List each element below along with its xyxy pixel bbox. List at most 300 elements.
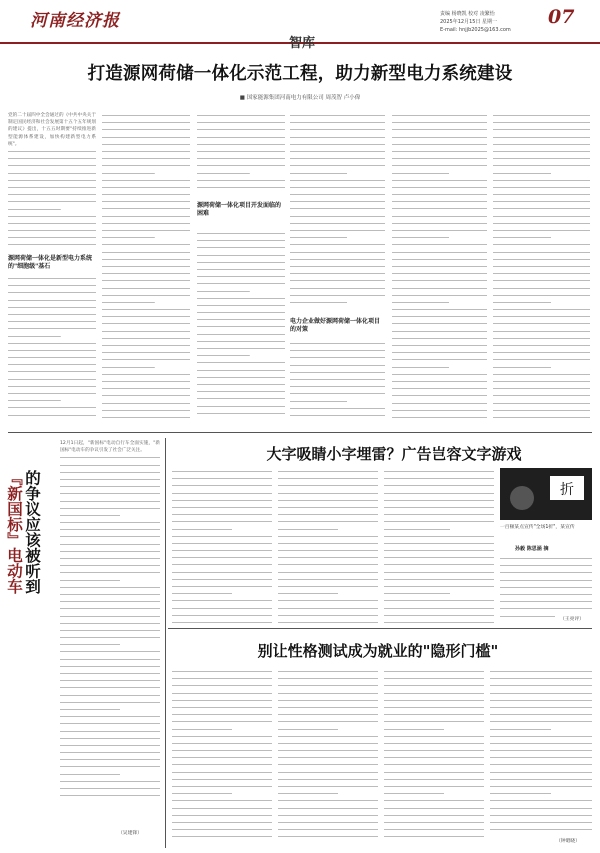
text-line-placeholder (500, 569, 592, 576)
text-line-placeholder (384, 490, 494, 497)
text-line-placeholder (172, 747, 272, 754)
text-line-placeholder (172, 819, 272, 826)
text-line-placeholder (278, 619, 378, 626)
text-line-placeholder (384, 718, 484, 725)
text-line-placeholder (384, 697, 484, 704)
text-line-placeholder (278, 561, 378, 568)
text-line-placeholder (278, 583, 378, 590)
text-line-placeholder (8, 241, 96, 248)
text-line-placeholder (392, 148, 487, 155)
text-line-placeholder (60, 577, 160, 584)
text-line-placeholder (384, 511, 494, 518)
text-line-placeholder (493, 205, 590, 212)
text-line-placeholder (8, 162, 96, 169)
text-line-placeholder (290, 184, 385, 191)
text-line-placeholder (102, 205, 190, 212)
text-line-placeholder (60, 763, 160, 770)
article2-author: 孙毅 陈思涵 摘 (515, 546, 549, 552)
text-line-placeholder (8, 289, 96, 296)
text-line-placeholder (8, 404, 96, 411)
text-line-placeholder (278, 754, 378, 761)
text-line-placeholder (60, 598, 160, 605)
text-line-placeholder (102, 141, 190, 148)
text-line-placeholder (290, 340, 385, 347)
text-line-placeholder (102, 313, 190, 320)
text-line-placeholder (197, 323, 285, 330)
text-line-placeholder (500, 591, 592, 598)
text-line-placeholder (172, 590, 272, 597)
text-line-placeholder (102, 414, 190, 421)
text-line-placeholder (384, 790, 484, 797)
text-line-placeholder (290, 119, 385, 126)
text-line-placeholder (60, 533, 160, 540)
text-line-placeholder (278, 605, 378, 612)
article1-col-6 (493, 112, 590, 422)
text-line-placeholder (493, 162, 590, 169)
text-line-placeholder (384, 612, 494, 619)
text-line-placeholder (172, 668, 272, 675)
text-line-placeholder (8, 191, 96, 198)
text-line-placeholder (197, 148, 285, 155)
text-line-placeholder (278, 783, 378, 790)
text-line-placeholder (384, 726, 484, 733)
text-line-placeholder (490, 776, 592, 783)
article3-headline: 别让性格测试成为就业的"隐形门槛" (257, 642, 499, 660)
text-line-placeholder (60, 555, 160, 562)
text-line-placeholder (60, 713, 160, 720)
text-line-placeholder (392, 313, 487, 320)
text-line-placeholder (102, 220, 190, 227)
text-line-placeholder (172, 776, 272, 783)
text-line-placeholder (60, 742, 160, 749)
text-line-placeholder (278, 733, 378, 740)
text-line-placeholder (8, 155, 96, 162)
text-line-placeholder (102, 371, 190, 378)
article2-sign: （王亮评） (560, 617, 584, 622)
text-line-placeholder (172, 547, 272, 554)
text-line-placeholder (490, 690, 592, 697)
text-line-placeholder (384, 518, 494, 525)
text-line-placeholder (172, 497, 272, 504)
text-line-placeholder (392, 155, 487, 162)
text-line-placeholder (392, 241, 487, 248)
text-line-placeholder (278, 518, 378, 525)
text-line-placeholder (102, 126, 190, 133)
text-line-placeholder (384, 769, 484, 776)
text-line-placeholder (490, 668, 592, 675)
text-line-placeholder (392, 177, 487, 184)
text-line-placeholder (278, 812, 378, 819)
text-line-placeholder (8, 198, 96, 205)
text-line-placeholder (8, 206, 96, 213)
article3-col-1 (172, 668, 272, 846)
text-line-placeholder (278, 597, 378, 604)
text-line-placeholder (384, 668, 484, 675)
text-line-placeholder (60, 634, 160, 641)
text-line-placeholder (102, 320, 190, 327)
text-line-placeholder (102, 356, 190, 363)
text-line-placeholder (172, 769, 272, 776)
text-line-placeholder (278, 776, 378, 783)
text-line-placeholder (384, 690, 484, 697)
text-line-placeholder (172, 797, 272, 804)
article2-headline: 大字吸睛小字埋雷？广告岂容文字游戏 (266, 445, 522, 463)
text-line-placeholder (278, 690, 378, 697)
text-line-placeholder (102, 385, 190, 392)
text-line-placeholder (384, 805, 484, 812)
text-line-placeholder (8, 227, 96, 234)
text-line-placeholder (278, 718, 378, 725)
text-line-placeholder (172, 790, 272, 797)
text-line-placeholder (172, 718, 272, 725)
date-line: 2025年12月15日 星期一 (440, 19, 498, 25)
article1-col-1b (8, 275, 96, 425)
text-line-placeholder (278, 540, 378, 547)
text-line-placeholder (102, 162, 190, 169)
text-line-placeholder (172, 704, 272, 711)
text-line-placeholder (197, 352, 285, 359)
text-line-placeholder (60, 720, 160, 727)
text-line-placeholder (384, 583, 494, 590)
text-line-placeholder (60, 792, 160, 799)
text-line-placeholder (8, 184, 96, 191)
text-line-placeholder (493, 392, 590, 399)
text-line-placeholder (8, 311, 96, 318)
text-line-placeholder (172, 682, 272, 689)
text-line-placeholder (290, 277, 385, 284)
text-line-placeholder (493, 407, 590, 414)
text-line-placeholder (490, 805, 592, 812)
text-line-placeholder (290, 134, 385, 141)
text-line-placeholder (197, 410, 285, 417)
text-line-placeholder (197, 170, 285, 177)
text-line-placeholder (60, 476, 160, 483)
text-line-placeholder (493, 220, 590, 227)
text-line-placeholder (384, 547, 494, 554)
text-line-placeholder (60, 749, 160, 756)
text-line-placeholder (278, 711, 378, 718)
text-line-placeholder (102, 328, 190, 335)
text-line-placeholder (384, 561, 494, 568)
text-line-placeholder (8, 325, 96, 332)
text-line-placeholder (490, 769, 592, 776)
text-line-placeholder (172, 826, 272, 833)
text-line-placeholder (490, 682, 592, 689)
newspaper-logo: 河南经济报 (30, 11, 120, 31)
text-line-placeholder (172, 612, 272, 619)
text-line-placeholder (290, 241, 385, 248)
text-line-placeholder (392, 184, 487, 191)
text-line-placeholder (102, 256, 190, 263)
text-line-placeholder (384, 497, 494, 504)
masthead (0, 0, 600, 51)
text-line-placeholder (197, 134, 285, 141)
text-line-placeholder (60, 483, 160, 490)
text-line-placeholder (493, 356, 590, 363)
text-line-placeholder (290, 191, 385, 198)
text-line-placeholder (384, 597, 494, 604)
text-line-placeholder (172, 468, 272, 475)
text-line-placeholder (102, 191, 190, 198)
text-line-placeholder (490, 718, 592, 725)
text-line-placeholder (172, 605, 272, 612)
text-line-placeholder (60, 519, 160, 526)
text-line-placeholder (102, 392, 190, 399)
text-line-placeholder (290, 376, 385, 383)
text-line-placeholder (60, 677, 160, 684)
text-line-placeholder (493, 263, 590, 270)
text-line-placeholder (197, 244, 285, 251)
text-line-placeholder (8, 282, 96, 289)
text-line-placeholder (8, 213, 96, 220)
text-line-placeholder (490, 790, 592, 797)
article1-subhead-3: 电力企业做好源网荷储一体化项目的对策 (290, 318, 381, 333)
text-line-placeholder (493, 400, 590, 407)
text-line-placeholder (490, 740, 592, 747)
text-line-placeholder (60, 771, 160, 778)
text-line-placeholder (60, 562, 160, 569)
text-line-placeholder (60, 490, 160, 497)
text-line-placeholder (490, 783, 592, 790)
text-line-placeholder (392, 335, 487, 342)
text-line-placeholder (60, 656, 160, 663)
text-line-placeholder (197, 126, 285, 133)
text-line-placeholder (290, 198, 385, 205)
text-line-placeholder (172, 475, 272, 482)
text-line-placeholder (197, 177, 285, 184)
article1-col-1 (8, 112, 96, 252)
text-line-placeholder (8, 318, 96, 325)
text-line-placeholder (60, 684, 160, 691)
text-line-placeholder (278, 797, 378, 804)
text-line-placeholder (493, 342, 590, 349)
text-line-placeholder (172, 812, 272, 819)
text-line-placeholder (290, 170, 385, 177)
text-line-placeholder (8, 297, 96, 304)
text-line-placeholder (278, 511, 378, 518)
text-line-placeholder (172, 675, 272, 682)
text-line-placeholder (493, 306, 590, 313)
text-line-placeholder (384, 569, 494, 576)
text-line-placeholder (278, 554, 378, 561)
text-line-placeholder (197, 331, 285, 338)
text-line-placeholder (290, 383, 385, 390)
text-line-placeholder (290, 227, 385, 234)
text-line-placeholder (290, 205, 385, 212)
text-line-placeholder (392, 213, 487, 220)
text-line-placeholder (493, 198, 590, 205)
text-line-placeholder (392, 328, 487, 335)
article1-col-2 (102, 112, 190, 422)
text-line-placeholder (392, 385, 487, 392)
text-line-placeholder (493, 320, 590, 327)
text-line-placeholder (172, 833, 272, 840)
article1-byline: ■ 国家能源集团河南电力有限公司 周茂智 卢小偉 (239, 95, 361, 101)
text-line-placeholder (278, 533, 378, 540)
edition-info (440, 10, 555, 34)
text-line-placeholder (197, 367, 285, 374)
text-line-placeholder (493, 328, 590, 335)
text-line-placeholder (172, 561, 272, 568)
comment-lead: 12月1日起，"新国标"电动自行车全面实施，"新国标"电动车的争议引发了社会广泛关注。 (60, 441, 160, 454)
text-line-placeholder (60, 569, 160, 576)
text-line-placeholder (197, 359, 285, 366)
text-line-placeholder (8, 220, 96, 227)
text-line-placeholder (392, 191, 487, 198)
text-line-placeholder (392, 292, 487, 299)
text-line-placeholder (384, 704, 484, 711)
text-line-placeholder (278, 826, 378, 833)
text-line-placeholder (392, 270, 487, 277)
text-line-placeholder (197, 230, 285, 237)
text-line-placeholder (384, 504, 494, 511)
text-line-placeholder (278, 576, 378, 583)
text-line-placeholder (102, 335, 190, 342)
text-line-placeholder (60, 605, 160, 612)
text-line-placeholder (493, 234, 590, 241)
text-line-placeholder (102, 299, 190, 306)
text-line-placeholder (197, 237, 285, 244)
text-line-placeholder (278, 475, 378, 482)
text-line-placeholder (290, 369, 385, 376)
text-line-placeholder (392, 342, 487, 349)
text-line-placeholder (60, 735, 160, 742)
article3-col-4 (490, 668, 592, 838)
text-line-placeholder (493, 112, 590, 119)
text-line-placeholder (8, 354, 96, 361)
text-line-placeholder (493, 170, 590, 177)
text-line-placeholder (493, 313, 590, 320)
text-line-placeholder (493, 184, 590, 191)
text-line-placeholder (392, 249, 487, 256)
text-line-placeholder (102, 364, 190, 371)
text-line-placeholder (8, 177, 96, 184)
text-line-placeholder (60, 620, 160, 627)
text-line-placeholder (172, 783, 272, 790)
text-line-placeholder (172, 583, 272, 590)
text-line-placeholder (392, 349, 487, 356)
text-line-placeholder (392, 162, 487, 169)
text-line-placeholder (197, 288, 285, 295)
text-line-placeholder (8, 390, 96, 397)
text-line-placeholder (392, 112, 487, 119)
text-line-placeholder (60, 756, 160, 763)
text-line-placeholder (392, 306, 487, 313)
text-line-placeholder (500, 562, 592, 569)
text-line-placeholder (384, 819, 484, 826)
text-line-placeholder (490, 812, 592, 819)
text-line-placeholder (490, 711, 592, 718)
text-line-placeholder (60, 584, 160, 591)
text-line-placeholder (278, 612, 378, 619)
text-line-placeholder (384, 754, 484, 761)
text-line-placeholder (172, 554, 272, 561)
text-line-placeholder (102, 155, 190, 162)
text-line-placeholder (290, 362, 385, 369)
text-line-placeholder (290, 412, 385, 419)
text-line-placeholder (384, 675, 484, 682)
text-line-placeholder (102, 378, 190, 385)
text-line-placeholder (290, 347, 385, 354)
article2-col-2 (278, 468, 378, 628)
text-line-placeholder (197, 280, 285, 287)
text-line-placeholder (197, 259, 285, 266)
text-line-placeholder (172, 540, 272, 547)
editor-line: 责编 杨晓凯 校对 凌繁怡 (440, 11, 495, 17)
text-line-placeholder (278, 769, 378, 776)
text-line-placeholder (197, 403, 285, 410)
text-line-placeholder (500, 584, 592, 591)
text-line-placeholder (392, 205, 487, 212)
text-line-placeholder (500, 555, 592, 562)
text-line-placeholder (60, 706, 160, 713)
text-line-placeholder (493, 335, 590, 342)
text-line-placeholder (102, 342, 190, 349)
text-line-placeholder (384, 682, 484, 689)
text-line-placeholder (490, 761, 592, 768)
text-line-placeholder (8, 148, 96, 155)
text-line-placeholder (60, 778, 160, 785)
text-line-placeholder (384, 761, 484, 768)
text-line-placeholder (290, 234, 385, 241)
text-line-placeholder (392, 256, 487, 263)
text-line-placeholder (172, 490, 272, 497)
text-line-placeholder (392, 378, 487, 385)
text-line-placeholder (384, 619, 494, 626)
text-line-placeholder (102, 170, 190, 177)
text-line-placeholder (8, 333, 96, 340)
article1-col-3b (197, 230, 285, 420)
text-line-placeholder (392, 392, 487, 399)
text-line-placeholder (384, 733, 484, 740)
text-line-placeholder (490, 747, 592, 754)
text-line-placeholder (60, 613, 160, 620)
text-line-placeholder (60, 505, 160, 512)
text-line-placeholder (392, 414, 487, 421)
text-line-placeholder (493, 126, 590, 133)
text-line-placeholder (60, 512, 160, 519)
text-line-placeholder (197, 295, 285, 302)
text-line-placeholder (172, 690, 272, 697)
text-line-placeholder (290, 405, 385, 412)
text-line-placeholder (493, 148, 590, 155)
text-line-placeholder (490, 754, 592, 761)
text-line-placeholder (8, 347, 96, 354)
text-line-placeholder (490, 726, 592, 733)
text-line-placeholder (493, 227, 590, 234)
text-line-placeholder (384, 475, 494, 482)
text-line-placeholder (384, 468, 494, 475)
text-line-placeholder (384, 747, 484, 754)
text-line-placeholder (392, 119, 487, 126)
text-line-placeholder (60, 785, 160, 792)
divider-rule-2 (168, 628, 592, 629)
text-line-placeholder (172, 597, 272, 604)
text-line-placeholder (493, 141, 590, 148)
text-line-placeholder (8, 340, 96, 347)
text-line-placeholder (290, 285, 385, 292)
text-line-placeholder (60, 648, 160, 655)
text-line-placeholder (290, 213, 385, 220)
text-line-placeholder (8, 234, 96, 241)
text-line-placeholder (8, 368, 96, 375)
text-line-placeholder (392, 220, 487, 227)
text-line-placeholder (172, 526, 272, 533)
text-line-placeholder (102, 184, 190, 191)
text-line-placeholder (60, 591, 160, 598)
email-line: E-mail: hnjjb2025@163.com (440, 27, 511, 33)
text-line-placeholder (384, 812, 484, 819)
